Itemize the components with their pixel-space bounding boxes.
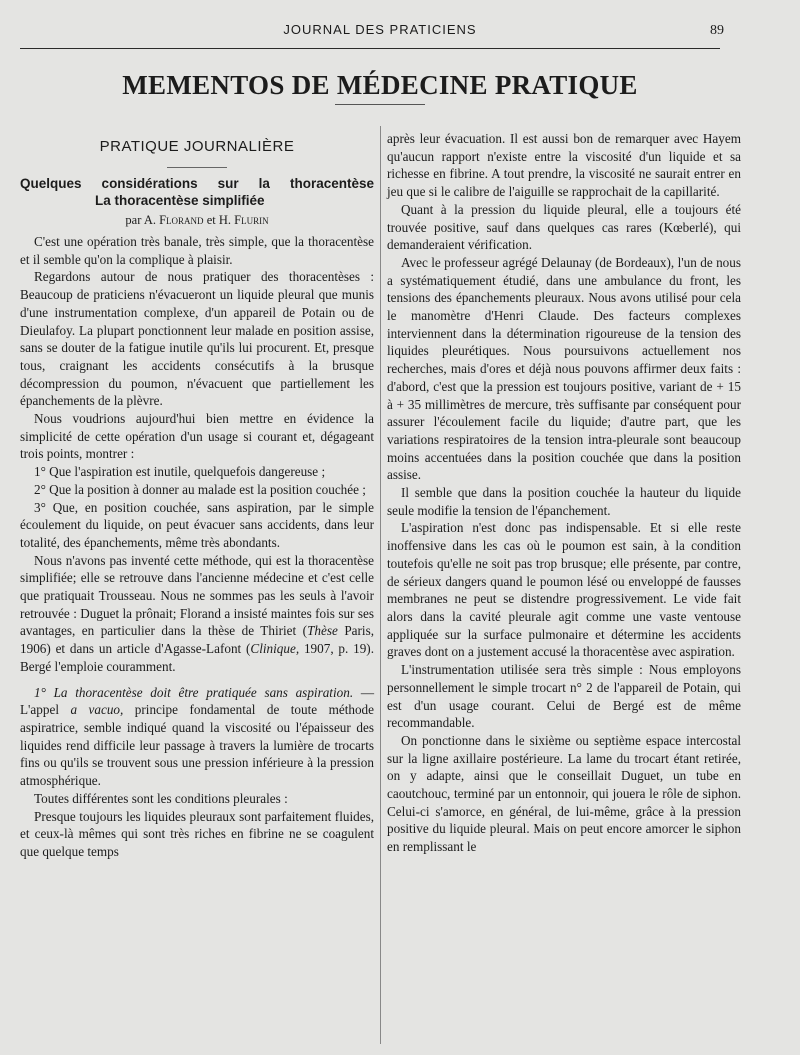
- text-run: — L'appel: [20, 684, 375, 718]
- paragraph: L'instrumentation utilisée sera très simple : Nous employons personnellement le simple trocart n° 2 de l'appareil de Potain, qui est d'un usage courant. Celui de Bergé est de même recommandable.: [387, 662, 741, 731]
- paragraph: Toutes différentes sont les conditions pleurales :: [34, 790, 288, 806]
- text-run-italic: Clinique,: [250, 641, 300, 657]
- paragraph: Regardons autour de nous pratiquer des thoracentèses : Beaucoup de praticiens n'évacueront un liquide pleural que munis d'une instrumentation complexe, d'un appareil de Potain ou de Dieulafoy. La plupart ponctionnent leur malade en position assise, sans se douter de la fatigue inutile qu'ils lui procurent. Et, presque tous, craignant les accidents consécutifs à la brusque décompression du poumon, n'évacuent que partiellement les épanchements de la plèvre.: [20, 269, 374, 409]
- text-run: Paris, 1906) et dans un article d'Agasse-Lafont (: [20, 623, 374, 657]
- paragraph: 2° Que la position à donner au malade est la position couchée ;: [34, 481, 366, 497]
- author-flurin: Flurin: [234, 213, 269, 227]
- article-title-line2: La thoracentèse simplifiée: [95, 193, 265, 208]
- rubric: PRATIQUE JOURNALIÈRE: [99, 138, 295, 155]
- paragraph: après leur évacuation. Il est aussi bon de remarquer avec Hayem qu'aucun rapport n'existe entre la viscosité d'un liquide et sa richesse en fibrine. A tout prendre, la viscosité ne saurait entrer en jeu que si le calibre de l'aiguille se rapprochait de la capillarité.: [387, 131, 741, 200]
- paragraph: 1° Que l'aspiration est inutile, quelquefois dangereuse ;: [34, 464, 326, 480]
- header-rule: [20, 48, 720, 49]
- text-run-italic: Thèse: [307, 623, 338, 639]
- left-column: [20, 130, 374, 861]
- right-column: [387, 130, 741, 856]
- text-run-italic: a vacuo,: [70, 702, 124, 718]
- byline-prefix: par A.: [125, 213, 156, 227]
- article-title: [20, 175, 374, 209]
- subheading-italic: 1° La thoracentèse doit être pratiquée sans aspiration.: [34, 684, 354, 700]
- text-run: principe fondamental de toute méthode aspiratrice, semble indiqué quand la viscosité ou l'épaisseur des liquides rend difficile leur passage à travers la lumière de trocarts fins ou qu'ils se trouvent sous une pression inférieure à la pression atmosphérique.: [20, 702, 375, 789]
- running-header: [0, 22, 800, 42]
- paragraph: L'aspiration n'est donc pas indispensable. Et si elle reste inoffensive dans les cas où le poumon est sain, à la condition toutefois qu'elle ne soit pas trop brusque; elle présente, par contre, de sérieux dangers quand le poumon lésé ou enveloppé de fausses membranes ne peut se distendre progressivement. Le vide fait alors dans la cavité pleurale agit comme une vaste ventouse appliquée sur la surface pulmonaire et détermine les accidents graves dont on a justement accusé la thoracentèse avec aspiration.: [387, 520, 741, 660]
- paragraph: Il semble que dans la position couchée la hauteur du liquide seule modifie la tension de l'épanchement.: [387, 485, 741, 518]
- paragraph: 3° Que, en position couchée, sans aspiration, par le simple écoulement du liquide, on peut évacuer sans accidents, dans leur totalité, des épanchements, même très abondants.: [20, 499, 374, 550]
- paragraph: On ponctionne dans le sixième ou septième espace intercostal sur la ligne axillaire postérieure. La lame du trocart étant retirée, on y adapte, ainsi que le conseillait Duguet, un tube en caoutchouc, terminé par un entonnoir, qui jouera le rôle de siphon. Celui-ci s'amorce, en général, de lui-même, grâce à la pression positive du liquide pleural. Mais on peut encore amorcer le siphon en remplissant le: [387, 732, 741, 855]
- paragraph: Avec le professeur agrégé Delaunay (de Bordeaux), l'un de nous a systématiquement étudié, dans une ambulance du front, les tensions des épanchements pleuraux. Nous avons utilisé pour cela le manomètre d'Henri Claude. Des facteurs complexes interviennent dans la détermination rigoureuse de la tension des liquides pleurétiques. Nous poursuivons actuellement nos recherches, mais d'ores et déjà nous pouvons affirmer deux faits : d'abord, c'est que la pression est toujours positive, variant de + 15 à + 35 millimètres de mercure, très suffisante par conséquent pour assurer l'écoulement facile du liquide; d'autre part, que les variations respiratoires de la tension intra-pleurale sont beaucoup moins accentuées dans la position couchée que dans la position assise.: [387, 254, 741, 483]
- paragraph: Quant à la pression du liquide pleural, elle a toujours été trouvée positive, sauf dans quelques cas rares (Kœberlé), qui demanderaient vérification.: [387, 201, 741, 253]
- byline-and: et H.: [206, 213, 231, 227]
- article-title-line1: Quelques considérations sur la thoracentèse: [20, 176, 374, 191]
- paragraph: Presque toujours les liquides pleuraux sont parfaitement fluides, et ceux-là mêmes qui sont très riches en fibrine ne se coagulent que quelque temps: [20, 808, 374, 859]
- paragraph: C'est une opération très banale, très simple, que la thoracentèse et il semble qu'on la complique à plaisir.: [20, 234, 374, 267]
- journal-name: JOURNAL DES PRATICIENS: [283, 22, 477, 37]
- paragraph: [20, 684, 374, 790]
- paragraph: Nous voudrions aujourd'hui bien mettre en évidence la simplicité de cette opération d'un usage si courant et, dégageant trois points, montrer :: [20, 411, 374, 462]
- author-florand: Florand: [159, 213, 204, 227]
- rubric-rule: [167, 167, 227, 168]
- text-run: Nous n'avons pas inventé cette méthode, qui est la thoracentèse simplifiée; elle se retrouve dans l'ancienne médecine et c'est celle que pratiquait Trousseau. Nous ne sommes pas les seuls à l'avoir retrouvée : Duguet la prônait; Florand a insisté maintes fois sur ses avantages, en particulier dans la thèse de Thiriet (: [20, 552, 374, 639]
- page-number: 89: [710, 23, 724, 38]
- title-rule: [335, 104, 425, 105]
- byline: [20, 212, 374, 229]
- section-title: MEMENTOS DE MÉDECINE PRATIQUE: [122, 70, 638, 100]
- paragraph: [20, 552, 374, 676]
- paragraph-gap: [20, 676, 374, 684]
- text-run: 1907, p. 19). Bergé l'emploie couramment.: [20, 641, 374, 674]
- column-divider: [380, 126, 381, 1044]
